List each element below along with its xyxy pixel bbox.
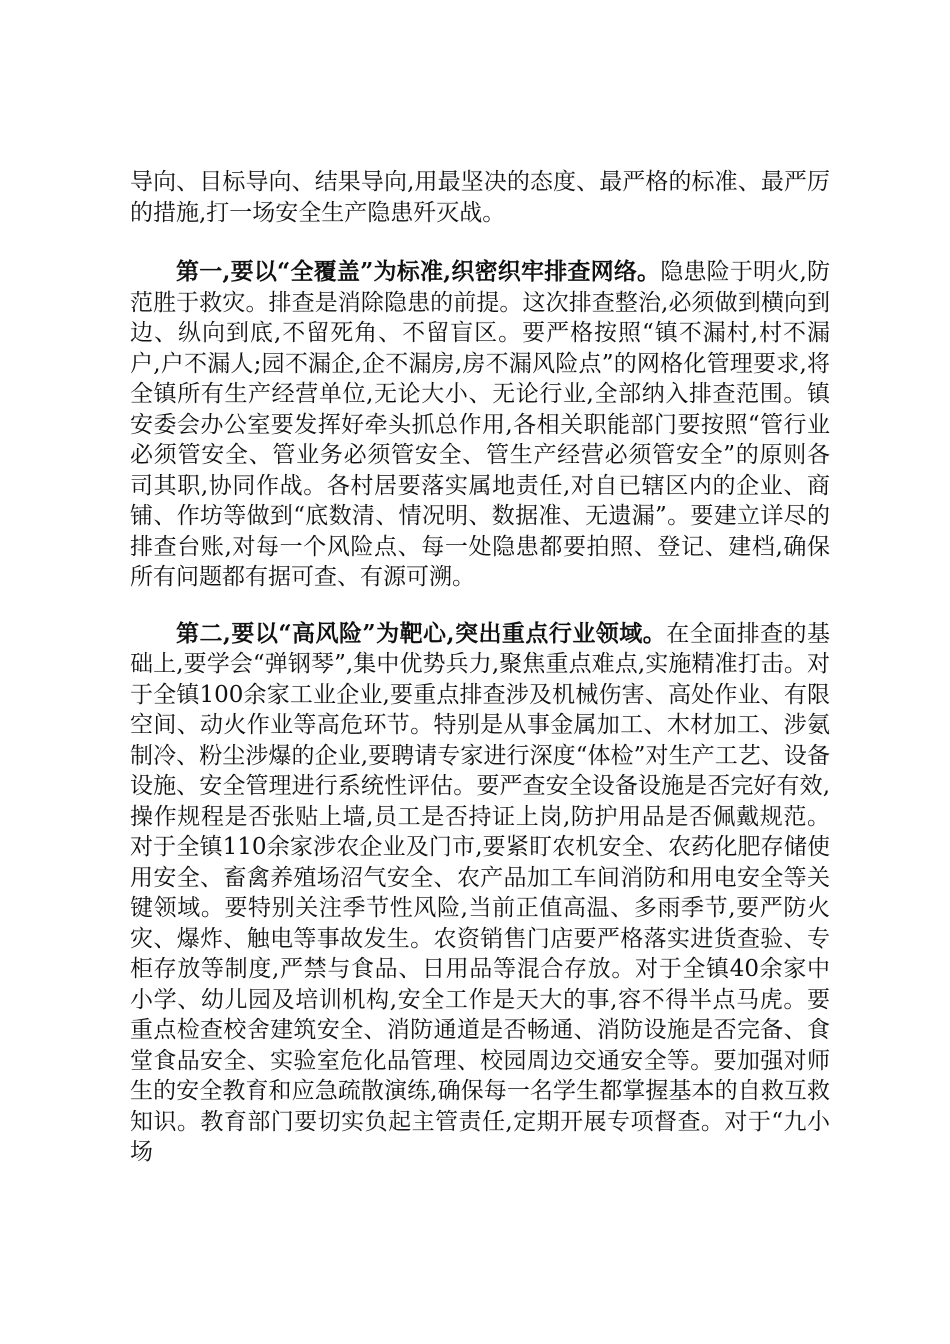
paragraph-lead-heading: 第二,要以“高风险”为靶心,突出重点行业领域。 — [176, 619, 667, 647]
paragraph-text: 导向、目标导向、结果导向,用最坚决的态度、最严格的标准、最严厉的措施,打一场安全生产隐患歼灭战。 — [130, 169, 830, 226]
paragraph-second-point — [130, 619, 830, 1168]
paragraph-lead-heading: 第一,要以“全覆盖”为标准,织密织牢排查网络。 — [176, 258, 661, 285]
paragraph-text: 在全面排查的基础上,要学会“弹钢琴”,集中优势兵力,聚焦重点难点,实施精准打击。对于全镇100余家工业企业,要重点排查涉及机械伤害、高处作业、有限空间、动火作业等高危环节。特别是从事金属加工、木材加工、涉氨制冷、粉尘涉爆的企业,要聘请专家进行深度“体检”对生产工艺、设备设施、安全管理进行系统性评估。要严查安全设备设施是否完好有效,操作规程是否张贴上墙,员工是否持证上岗,防护用品是否佩戴规范。对于全镇110余家涉农企业及门市,要紧盯农机安全、农药化肥存储使用安全、畜禽养殖场沼气安全、农产品加工车间消防和用电安全等关键领域。要特别关注季节性风险,当前正值高温、多雨季节,要严防火灾、爆炸、触电等事故发生。农资销售门店要严格落实进货查验、专柜存放等制度,严禁与食品、日用品等混合存放。对于全镇40余家中小学、幼儿园及培训机构,安全工作是天大的事,容不得半点马虎。要重点检查校舍建筑安全、消防通道是否畅通、消防设施是否完备、食堂食品安全、实验室危化品管理、校园周边交通安全等。要加强对师生的安全教育和应急疏散演练,确保每一名学生都掌握基本的自救互救知识。教育部门要切实负起主管责任,定期开展专项督查。对于“九小场 — [130, 620, 830, 1165]
paragraph-continuation — [130, 167, 830, 228]
paragraph-first-point — [130, 257, 830, 593]
paragraph-text: 隐患险于明火,防范胜于救灾。排查是消除隐患的前提。这次排查整治,必须做到横向到边、纵向到底,不留死角、不留盲区。要严格按照“镇不漏村,村不漏户,户不漏人;园不漏企,企不漏房,房不漏风险点”的网格化管理要求,将全镇所有生产经营单位,无论大小、无论行业,全部纳入排查范围。镇安委会办公室要发挥好牵头抓总作用,各相关职能部门要按照“管行业必须管安全、管业务必须管安全、管生产经营必须管安全”的原则各司其职,协同作战。各村居要落实属地责任,对自已辖区内的企业、商铺、作坊等做到“底数清、情况明、数据准、无遗漏”。要建立详尽的排查台账,对每一个风险点、每一处隐患都要拍照、登记、建档,确保所有问题都有据可查、有源可溯。 — [130, 259, 830, 590]
document-page — [130, 167, 830, 1194]
